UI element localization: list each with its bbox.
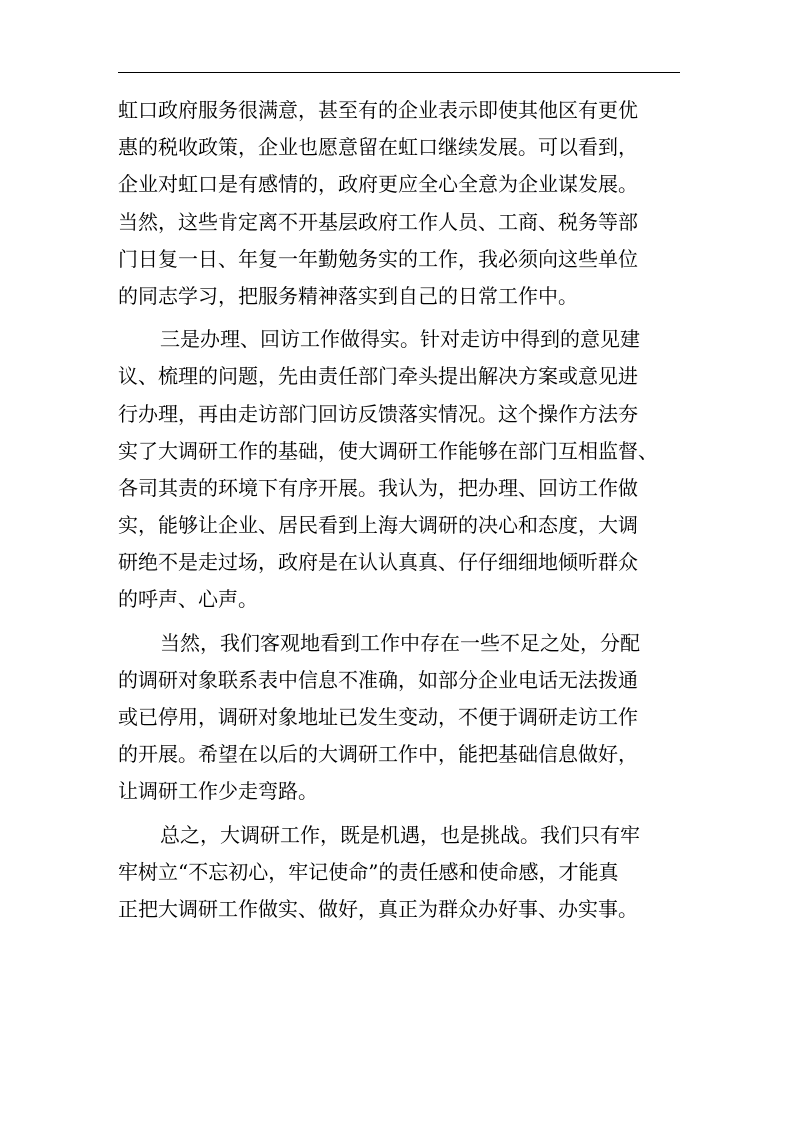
text-line: 的开展。希望在以后的大调研工作中，能把基础信息做好， bbox=[118, 742, 638, 767]
text-line: 当然，这些肯定离不开基层政府工作人员、工商、税务等部 bbox=[118, 209, 638, 234]
text-line: 门日复一日、年复一年勤勉务实的工作，我必须向这些单位 bbox=[118, 246, 638, 271]
text-line: 三是办理、回访工作做得实。针对走访中得到的意见建 bbox=[160, 327, 640, 352]
paragraph bbox=[118, 321, 680, 619]
text-line: 总之，大调研工作，既是机遇，也是挑战。我们只有牢 bbox=[160, 822, 640, 847]
text-line: 行办理，再由走访部门回访反馈落实情况。这个操作方法夯 bbox=[118, 401, 638, 426]
text-line: 当然，我们客观地看到工作中存在一些不足之处，分配 bbox=[160, 630, 640, 655]
text-line: 让调研工作少走弯路。 bbox=[118, 779, 318, 804]
text-line: 企业对虹口是有感情的，政府更应全心全意为企业谋发展。 bbox=[118, 172, 638, 197]
text-line: 的同志学习，把服务精神落实到自己的日常工作中。 bbox=[118, 283, 578, 308]
text-line: 虹口政府服务很满意，甚至有的企业表示即使其他区有更优 bbox=[118, 98, 638, 122]
text-line: 议、梳理的问题，先由责任部门牵头提出解决方案或意见进 bbox=[118, 364, 638, 389]
text-line: 研绝不是走过场，政府是在认认真真、仔仔细细地倾听群众 bbox=[118, 550, 638, 575]
text-line: 牢树立“不忘初心，牢记使命”的责任感和使命感，才能真 bbox=[118, 859, 619, 884]
text-line: 实，能够让企业、居民看到上海大调研的决心和态度，大调 bbox=[118, 513, 638, 538]
text-line: 惠的税收政策，企业也愿意留在虹口继续发展。可以看到， bbox=[118, 135, 638, 160]
header-rule bbox=[118, 72, 680, 73]
paragraph bbox=[118, 817, 680, 929]
text-line: 的调研对象联系表中信息不准确，如部分企业电话无法拨通 bbox=[118, 667, 638, 692]
text-line: 或已停用，调研对象地址已发生变动，不便于调研走访工作 bbox=[118, 705, 638, 729]
text-line: 正把大调研工作做实、做好，真正为群众办好事、办实事。 bbox=[118, 896, 638, 921]
text-line: 实了大调研工作的基础，使大调研工作能够在部门互相监督、 bbox=[118, 438, 658, 463]
document-body bbox=[118, 92, 680, 928]
text-line: 的呼声、心声。 bbox=[118, 587, 258, 612]
paragraph bbox=[118, 625, 680, 811]
paragraph bbox=[118, 92, 680, 315]
text-line: 各司其责的环境下有序开展。我认为，把办理、回访工作做 bbox=[118, 475, 638, 500]
